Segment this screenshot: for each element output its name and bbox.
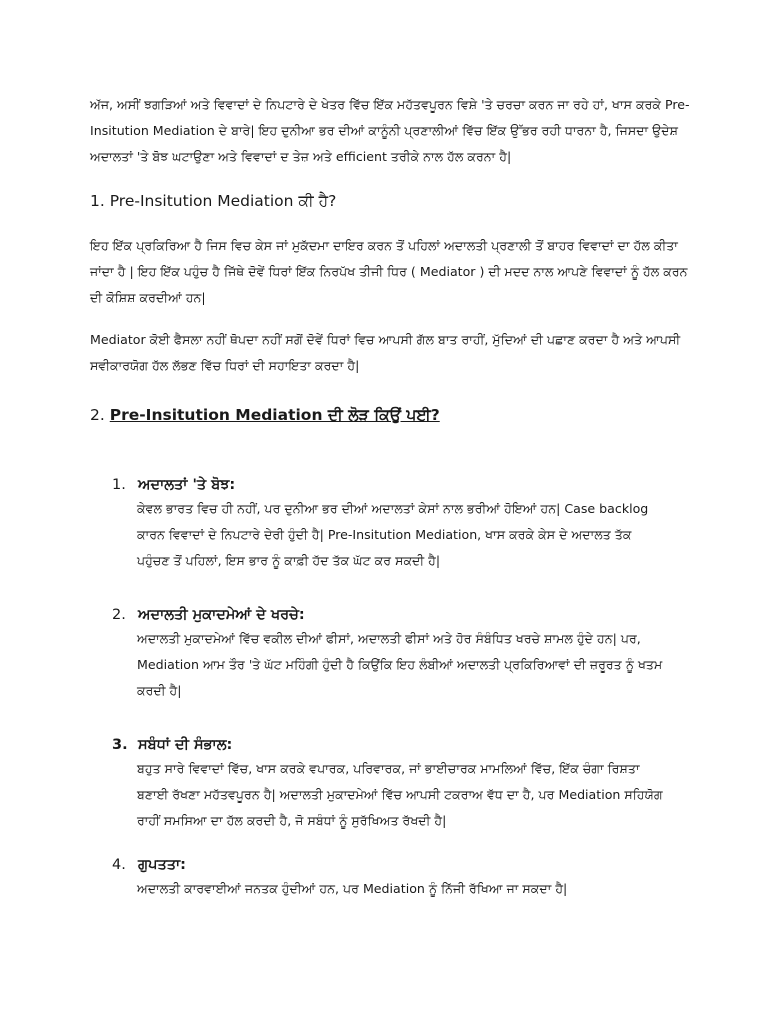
list-item-2-body: ਅਦਾਲਤੀ ਮੁਕਾਦਮੇਆਂ ਵਿੱਚ ਵਕੀਲ ਦੀਆਂ ਫੀਸਾਂ, ਅਦਾਲਤੀ ਫੀਸਾਂ ਅਤੇ ਹੋਰ ਸੰਬੰਧਿਤ ਖਰਚੇ ਸ਼ਾਮਲ ਹੁੰਦੇ ਹਨ| ਪਰ, Mediation ਆਮ ਤੌਰ 'ਤੇ ਘੱਟ ਮਹਿੰਗੀ ਹੁੰਦੀ ਹੈ ਕਿਉਂਕਿ ਇਹ ਲੰਬੀਆਂ ਅਦਾਲਤੀ ਪ੍ਰਕਿਰਿਆਵਾਂ ਦੀ ਜ਼ਰੂਰਤ ਨੂੰ ਖਤਮ ਕਰਦੀ ਹੈ|: [137, 631, 663, 698]
list-item-4-heading: ਗੁਪਤਤਾ:: [138, 857, 186, 873]
list-item-3-number: 3.: [112, 737, 128, 753]
list-item-4-number: 4.: [112, 857, 126, 873]
list-item-2-number: 2.: [112, 607, 126, 623]
list-item-2-title: [112, 604, 692, 626]
list-item-3-body: ਬਹੁਤ ਸਾਰੇ ਵਿਵਾਦਾਂ ਵਿੱਚ, ਖਾਸ ਕਰਕੇ ਵਪਾਰਕ, ਪਰਿਵਾਰਕ, ਜਾਂ ਭਾਈਚਾਰਕ ਮਾਮਲਿਆਂ ਵਿੱਚ, ਇੱਕ ਚੰਗਾ ਰਿਸ਼ਤਾ ਬਣਾਈ ਰੱਖਣਾ ਮਹੱਤਵਪੂਰਨ ਹੈ| ਅਦਾਲਤੀ ਮੁਕਾਦਮੇਆਂ ਵਿੱਚ ਆਪਸੀ ਟਕਰਾਅ ਵੱਧ ਦਾ ਹੈ, ਪਰ Mediation ਸਹਿਯੋਗ ਰਾਹੀਂ ਸਮਸਿਆ ਦਾ ਹੱਲ ਕਰਦੀ ਹੈ, ਜੋ ਸਬੰਧਾਂ ਨੂੰ ਸੁਰੱਖਿਅਤ ਰੱਖਦੀ ਹੈ|: [137, 761, 663, 828]
intro-paragraph: ਅੱਜ, ਅਸੀਂ ਝਗੜਿਆਂ ਅਤੇ ਵਿਵਾਦਾਂ ਦੇ ਨਿਪਟਾਰੇ ਦੇ ਖੇਤਰ ਵਿੱਚ ਇੱਕ ਮਹੱਤਵਪੂਰਨ ਵਿਸ਼ੇ 'ਤੇ ਚਰਚਾ ਕਰਨ ਜਾ ਰਹੇ ਹਾਂ, ਖਾਸ ਕਰਕੇ Pre-Insitution Mediation ਦੇ ਬਾਰੇ| ਇਹ ਦੁਨੀਆ ਭਰ ਦੀਆਂ ਕਾਨੂੰਨੀ ਪ੍ਰਣਾਲੀਆਂ ਵਿੱਚ ਇੱਕ ਉੱਭਰ ਰਹੀ ਧਾਰਨਾ ਹੈ, ਜਿਸਦਾ ਉਦੇਸ਼ ਅਦਾਲਤਾਂ 'ਤੇ ਬੋਝ ਘਟਾਉਣਾ ਅਤੇ ਵਿਵਾਦਾਂ ਦ ਤੇਜ਼ ਅਤੇ efficient ਤਰੀਕੇ ਨਾਲ ਹੱਲ ਕਰਨਾ ਹੈ|: [90, 97, 690, 164]
section-2-heading-number: 2.: [90, 406, 105, 424]
list-item-1-body: ਕੇਵਲ ਭਾਰਤ ਵਿਚ ਹੀ ਨਹੀਂ, ਪਰ ਦੁਨੀਆ ਭਰ ਦੀਆਂ ਅਦਾਲਤਾਂ ਕੇਸਾਂ ਨਾਲ ਭਰੀਆਂ ਹੋਇਆਂ ਹਨ| Case backlog ਕਾਰਨ ਵਿਵਾਦਾਂ ਦੇ ਨਿਪਟਾਰੇ ਦੇਰੀ ਹੁੰਦੀ ਹੈ| Pre-Insitution Mediation, ਖਾਸ ਕਰਕੇ ਕੇਸ ਦੇ ਅਦਾਲਤ ਤੱਕ ਪਹੁੰਚਣ ਤੋਂ ਪਹਿਲਾਂ, ਇਸ ਭਾਰ ਨੂੰ ਕਾਫ਼ੀ ਹੱਦ ਤੱਕ ਘੱਟ ਕਰ ਸਕਦੀ ਹੈ|: [137, 501, 649, 568]
list-item-3-heading: ਸਬੰਧਾਂ ਦੀ ਸੰਭਾਲ:: [138, 737, 233, 753]
list-item-1-heading: ਅਦਾਲਤਾਂ 'ਤੇ ਬੋਝ:: [138, 477, 236, 493]
section-1-paragraph-1: ਇਹ ਇੱਕ ਪ੍ਰਕਿਰਿਆ ਹੈ ਜਿਸ ਵਿਚ ਕੇਸ ਜਾਂ ਮੁਕੱਦਮਾ ਦਾਇਰ ਕਰਨ ਤੋਂ ਪਹਿਲਾਂ ਅਦਾਲਤੀ ਪ੍ਰਣਾਲੀ ਤੋਂ ਬਾਹਰ ਵਿਵਾਦਾਂ ਦਾ ਹੱਲ ਕੀਤਾ ਜਾਂਦਾ ਹੈ | ਇਹ ਇੱਕ ਪਹੁੰਚ ਹੈ ਜਿੱਥੇ ਦੋਵੇਂ ਧਿਰਾਂ ਇੱਕ ਨਿਰਪੱਖ ਤੀਜੀ ਧਿਰ ( Mediator ) ਦੀ ਮਦਦ ਨਾਲ ਆਪਣੇ ਵਿਵਾਦਾਂ ਨੂੰ ਹੱਲ ਕਰਨ ਦੀ ਕੋਸ਼ਿਸ਼ ਕਰਦੀਆਂ ਹਨ|: [90, 238, 688, 305]
section-1-paragraph-2: Mediator ਕੋਈ ਫੈਸਲਾ ਨਹੀਂ ਥੋਪਦਾ ਨਹੀਂ ਸਗੋਂ ਦੋਵੇਂ ਧਿਰਾਂ ਵਿਚ ਆਪਸੀ ਗੱਲ ਬਾਤ ਰਾਹੀਂ, ਮੁੱਦਿਆਂ ਦੀ ਪਛਾਣ ਕਰਦਾ ਹੈ ਅਤੇ ਆਪਸੀ ਸਵੀਕਾਰਯੋਗ ਹੱਲ ਲੱਭਣ ਵਿੱਚ ਧਿਰਾਂ ਦੀ ਸਹਾਇਤਾ ਕਰਦਾ ਹੈ|: [90, 332, 681, 373]
list-item-4-body: ਅਦਾਲਤੀ ਕਾਰਵਾਈਆਂ ਜਨਤਕ ਹੁੰਦੀਆਂ ਹਨ, ਪਰ Mediation ਨੂੰ ਨਿੱਜੀ ਰੱਖਿਆ ਜਾ ਸਕਦਾ ਹੈ|: [137, 881, 568, 896]
section-2-heading: [90, 404, 690, 426]
list-item-3-title: [112, 734, 692, 756]
section-2-heading-text: Pre-Insitution Mediation ਦੀ ਲੋੜ ਕਿਉਂ ਪਈ?: [109, 406, 440, 424]
list-item-2-heading: ਅਦਾਲਤੀ ਮੁਕਾਦਮੇਆਂ ਦੇ ਖਰਚੇ:: [138, 607, 305, 623]
list-item-1-title: [112, 474, 692, 496]
list-item-1-number: 1.: [112, 477, 126, 493]
list-item-4-title: [112, 854, 692, 876]
section-1-heading: 1. Pre-Insitution Mediation ਕੀ ਹੈ?: [90, 192, 337, 210]
